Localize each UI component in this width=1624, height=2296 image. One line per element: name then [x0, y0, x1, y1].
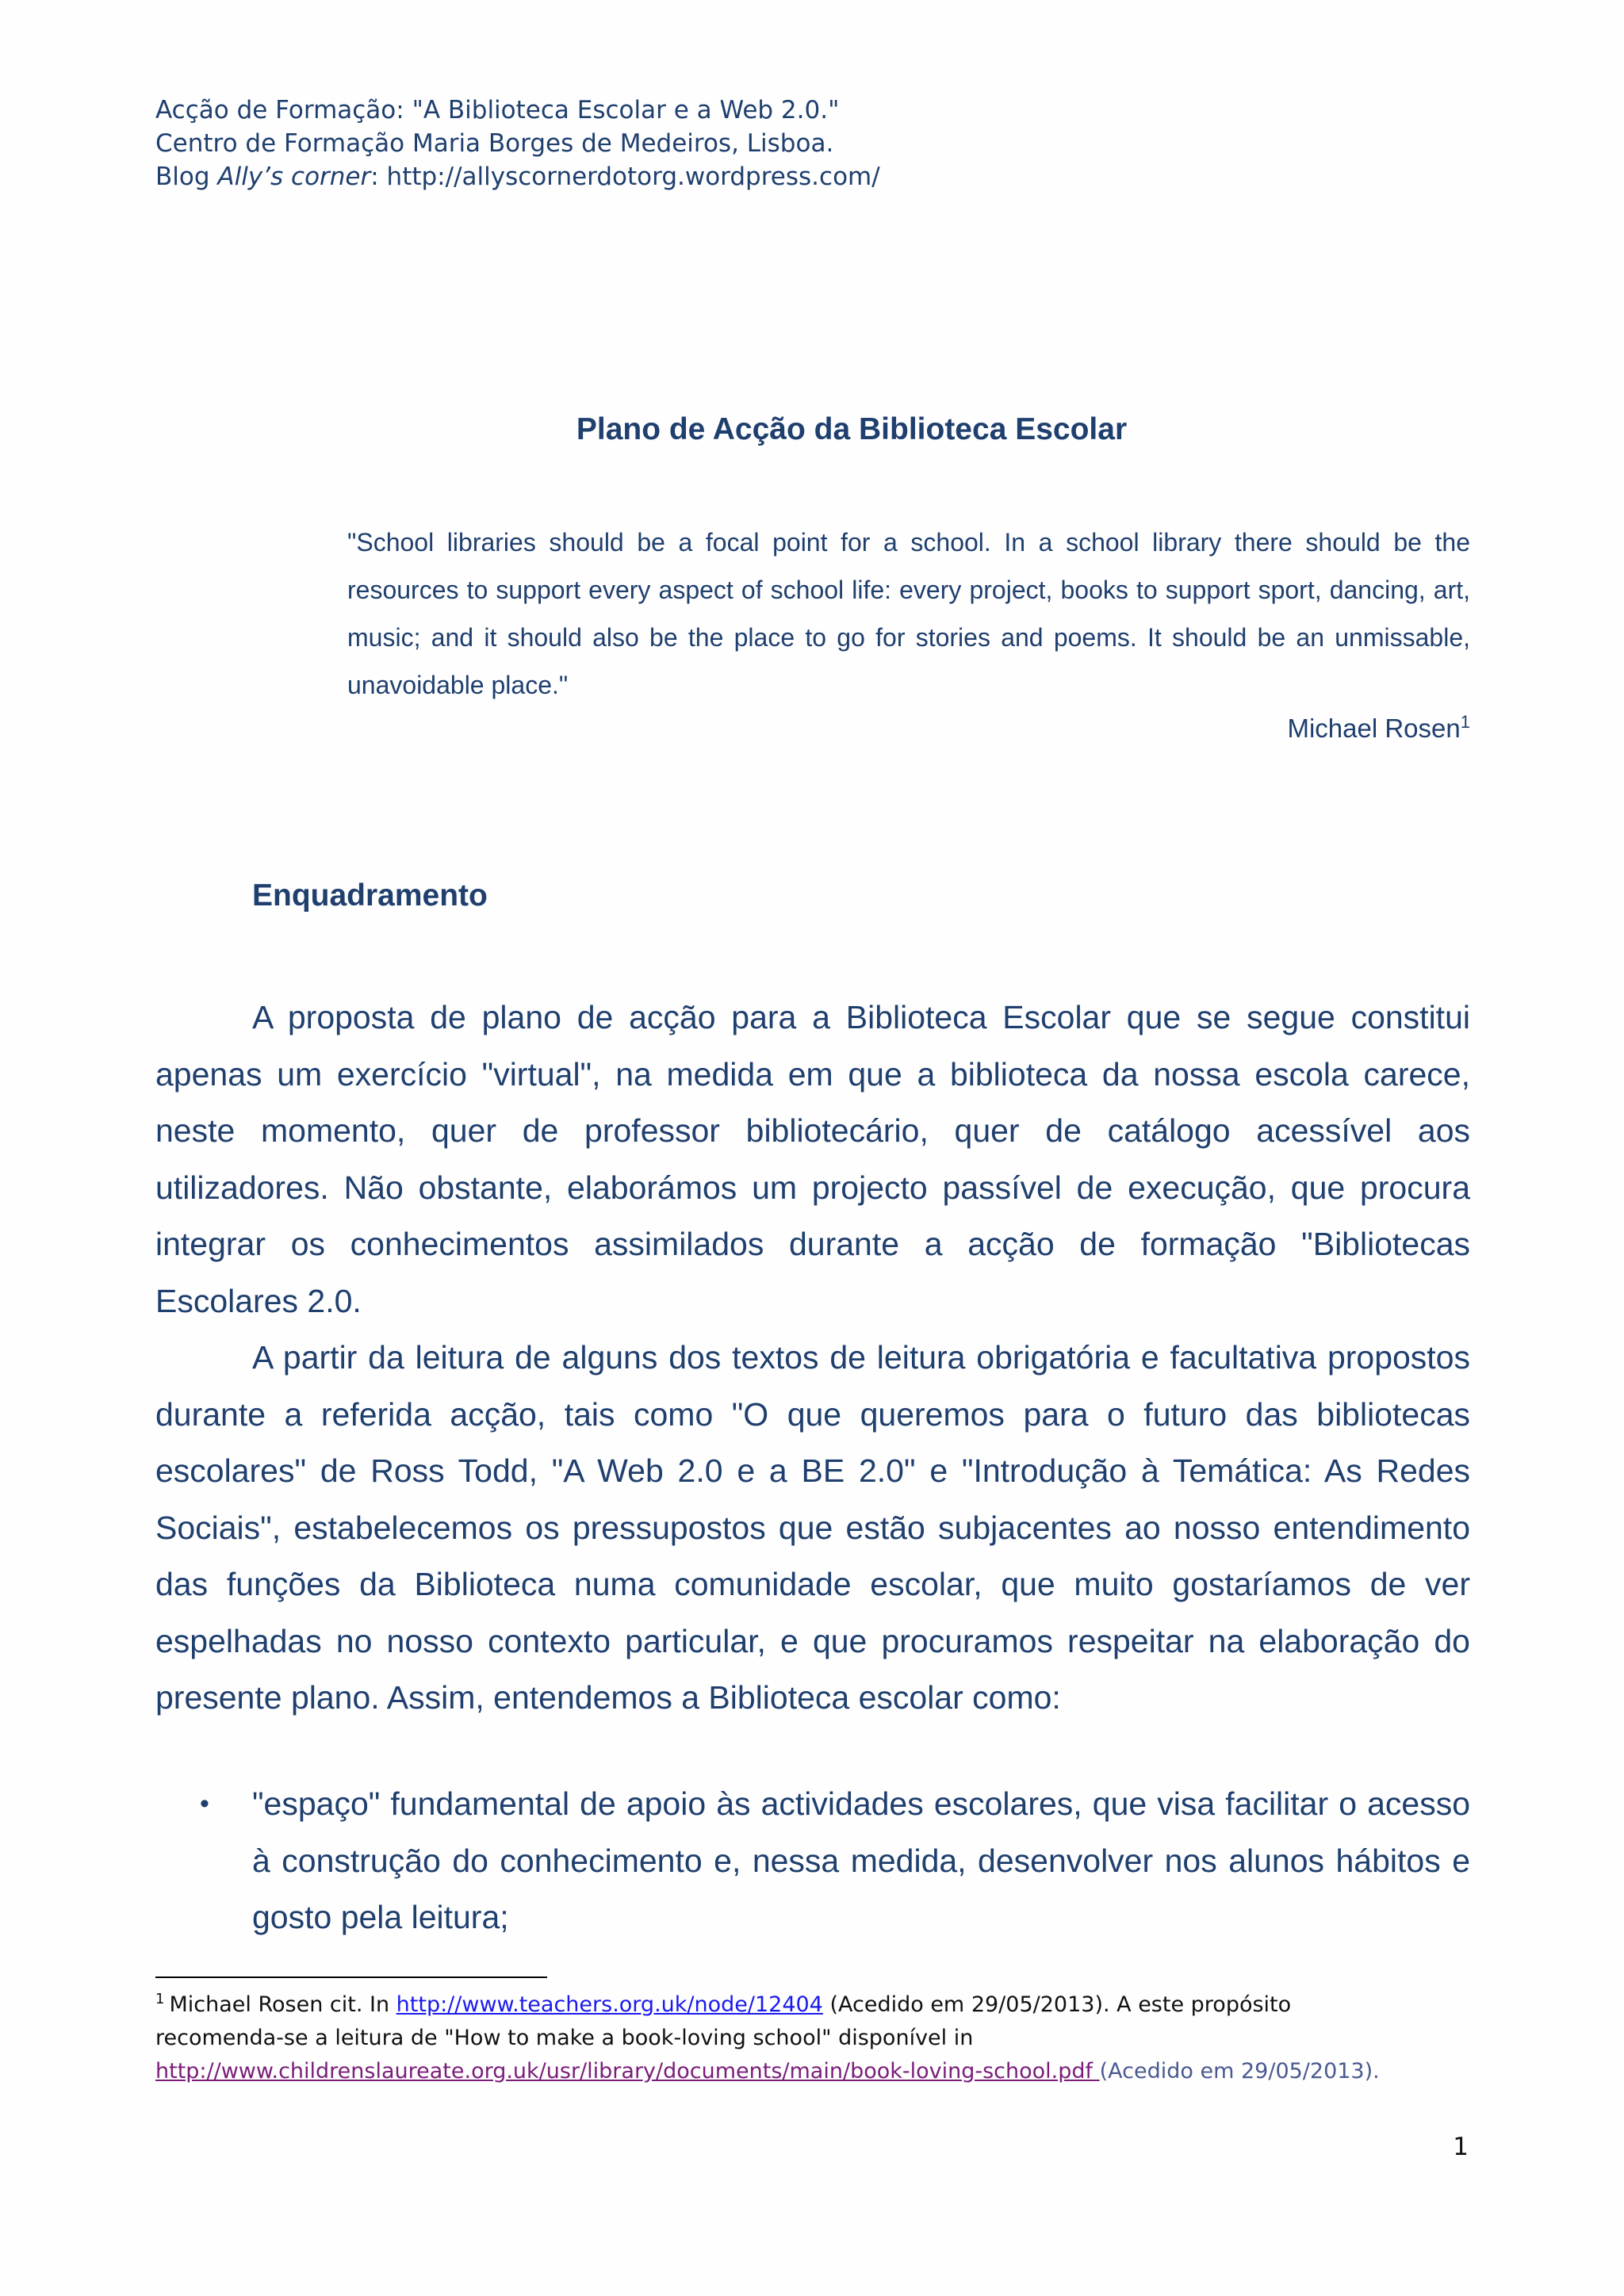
childrens-laureate-link[interactable]: http://www.childrenslaureate.org.uk/usr/library/documents/main/book-loving-school.pdf	[155, 2059, 1100, 2084]
footnote	[155, 1988, 1503, 2088]
footnote-line-3	[155, 2055, 1503, 2088]
header-line-blog	[155, 160, 880, 193]
footnote-line-1	[155, 1988, 1503, 2022]
footnote-text-2: (Acedido em 29/05/2013). A este propósito	[822, 1992, 1292, 2017]
teachers-link[interactable]: http://www.teachers.org.uk/node/12404	[396, 1992, 823, 2017]
list-item-text: "espaço" fundamental de apoio às actividades escolares, que visa facilitar o acesso à construção do conhecimento e, nessa medida, desenvolver nos alunos hábitos e gosto pela leitura;	[252, 1785, 1470, 1935]
paragraph-2: A partir da leitura de alguns dos textos de leitura obrigatória e facultativa propostos durante a referida acção, tais como "O que queremos para o futuro das bibliotecas escolares" de Ross Todd, "A Web 2.0 e a BE 2.0" e "Introdução à Temática: As Redes Sociais", estabelecemos os pressupostos que estão subjacentes ao nosso entendimento das funções da Biblioteca numa comunidade escolar, que muito gostaríamos de ver espelhadas no nosso contexto particular, e que procuramos respeitar na elaboração do presente plano. Assim, entendemos a Biblioteca escolar como:	[155, 1339, 1470, 1716]
bullet-list	[155, 1776, 1470, 1946]
page-number: 1	[1453, 2133, 1469, 2161]
header-line-center: Centro de Formação Maria Borges de Medeiros, Lisboa.	[155, 129, 834, 158]
footnote-reference[interactable]: 1	[1460, 712, 1470, 732]
footnote-separator	[155, 1976, 547, 1978]
author-name: Michael Rosen	[1287, 714, 1461, 743]
document-header	[155, 94, 880, 193]
document-title: Plano de Acção da Biblioteca Escolar	[576, 412, 1128, 446]
footnote-line-2: recomenda-se a leitura de "How to make a book-loving school" disponível in	[155, 2026, 974, 2050]
section-heading: Enquadramento	[252, 878, 488, 913]
footnote-number: 1	[155, 1991, 165, 2007]
epigraph-author	[1287, 714, 1470, 744]
blog-name: Ally’s corner	[217, 163, 371, 191]
bullet-icon: •	[200, 1789, 209, 1819]
epigraph-quote: "School libraries should be a focal point for a school. In a school library there should be the resources to support every aspect of school life: every project, books to support sport, dancing, art, music; and it should also be the place to go for stories and poems. It should be an unmissable, unavoidable place."	[347, 528, 1470, 699]
blog-url: : http://allyscornerdotorg.wordpress.com/	[370, 163, 880, 191]
header-line-course: Acção de Formação: "A Biblioteca Escolar e a Web 2.0."	[155, 96, 840, 124]
paragraph-1: A proposta de plano de acção para a Biblioteca Escolar que se segue constitui apenas um exercício "virtual", na medida em que a biblioteca da nossa escola carece, neste momento, quer de professor bibliotecário, quer de catálogo acessível aos utilizadores. Não obstante, elaborámos um projecto passível de execução, que procura integrar os conhecimentos assimilados durante a acção de formação "Bibliotecas Escolares 2.0.	[155, 999, 1470, 1319]
footnote-text-3: (Acedido em 29/05/2013).	[1099, 2059, 1380, 2084]
list-item	[155, 1776, 1470, 1946]
blog-prefix: Blog	[155, 163, 218, 191]
footnote-text-1: Michael Rosen cit. In	[169, 1992, 396, 2017]
body-text	[155, 989, 1470, 1727]
